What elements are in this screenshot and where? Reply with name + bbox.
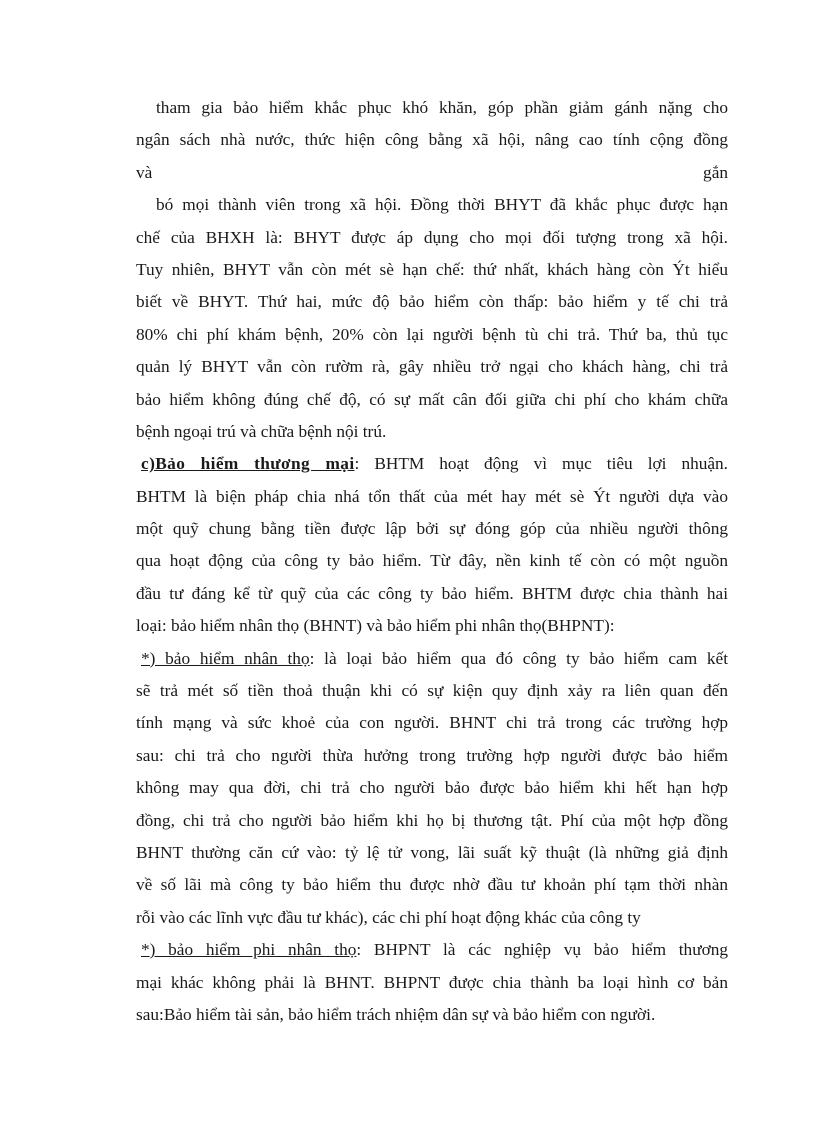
text-line: đồng, chi trả cho người bảo hiểm khi họ bị thương tật. Phí của một hợp đồng bbox=[136, 810, 728, 830]
section-first-line bbox=[136, 448, 728, 480]
text-line: bệnh ngoại trú và chữa bệnh nội trú. bbox=[136, 421, 387, 441]
text-line: sẽ trả mét số tiền thoả thuận khi có sự kiện quy định xảy ra liên quan đến bbox=[136, 681, 728, 701]
text-line: BHTM là biện pháp chia nhá tổn thất của mét hay mét sè Ýt người dựa vào bbox=[136, 486, 728, 506]
text-line: biết về BHYT. Thứ hai, mức độ bảo hiểm còn thấp: bảo hiểm y tế chi trả bbox=[136, 292, 728, 312]
text-line: loại: bảo hiểm nhân thọ (BHNT) và bảo hiểm phi nhân thọ(BHPNT): bbox=[136, 616, 615, 636]
text-line: sau:Bảo hiểm tài sản, bảo hiểm trách nhiệm dân sự và bảo hiểm con người. bbox=[136, 1004, 656, 1024]
text-fragment: : là loại bảo hiểm qua đó công ty bảo hiểm cam kết bbox=[309, 648, 728, 668]
text-line: không may qua đời, chi trả cho người bảo được bảo hiểm khi hết hạn hợp bbox=[136, 778, 728, 798]
text-line: về số lãi mà công ty bảo hiểm thu được nhờ đầu tư khoản phí tạm thời nhàn bbox=[136, 875, 728, 895]
text-line: bó mọi thành viên trong xã hội. Đồng thời BHYT đã khắc phục được hạn bbox=[156, 195, 728, 215]
document-page bbox=[136, 92, 728, 1031]
paragraph-bhyt bbox=[136, 189, 728, 448]
text-line: qua hoạt động của công ty bảo hiểm. Từ đây, nền kinh tế còn có một nguồn bbox=[136, 551, 728, 571]
text-fragment: : BHTM hoạt động vì mục tiêu lợi nhuận. bbox=[354, 454, 728, 474]
section-bhpnt bbox=[136, 934, 728, 1031]
text-line: ngân sách nhà nước, thức hiện công bằng xã hội, nâng cao tính cộng đồng bbox=[136, 130, 728, 150]
section-first-line bbox=[136, 643, 728, 675]
text-line: rỗi vào các lĩnh vực đầu tư khác), các chi phí hoạt động khác của công ty bbox=[136, 907, 641, 927]
text-line: bảo hiểm không đúng chế độ, có sự mất cân đối giữa chi phí cho khám chữa bbox=[136, 389, 728, 409]
section-bhnt bbox=[136, 643, 728, 935]
section-bhtm bbox=[136, 448, 728, 642]
text-fragment: : BHPNT là các nghiệp vụ bảo hiểm thương bbox=[356, 940, 728, 960]
text-line: BHNT thường căn cứ vào: tỷ lệ tử vong, lãi suất kỹ thuật (là những giả định bbox=[136, 842, 728, 862]
text-line: sau: chi trả cho người thừa hưởng trong trường hợp người được bảo hiểm bbox=[136, 745, 728, 765]
text-line: tham gia bảo hiểm khắc phục khó khăn, góp phần giảm gánh nặng cho bbox=[156, 98, 728, 117]
text-line: quản lý BHYT vẫn còn rườm rà, gây nhiều trở ngại cho khách hàng, chi trả bbox=[136, 357, 728, 377]
text-fragment-right: gắn bbox=[703, 162, 728, 182]
section-heading: c)Bảo hiểm thương mại bbox=[141, 454, 355, 474]
paragraph-intro bbox=[136, 92, 728, 189]
text-line: 80% chi phí khám bệnh, 20% còn lại người bệnh tù chi trả. Thứ ba, thủ tục bbox=[136, 324, 728, 344]
text-fragment-left: và bbox=[136, 162, 153, 182]
text-line: một quỹ chung bằng tiền được lập bởi sự đóng góp của nhiều người thông bbox=[136, 519, 728, 539]
text-line-split bbox=[136, 157, 728, 189]
text-line: chế của BHXH là: BHYT được áp dụng cho mọi đối tượng trong xã hội. bbox=[136, 227, 728, 247]
section-heading: *) bảo hiểm nhân thọ bbox=[141, 648, 310, 668]
section-first-line bbox=[136, 934, 728, 966]
text-line: đầu tư đáng kể từ quỹ của các công ty bảo hiểm. BHTM được chia thành hai bbox=[136, 583, 728, 603]
section-heading: *) bảo hiểm phi nhân thọ bbox=[141, 940, 357, 960]
text-line: mại khác không phải là BHNT. BHPNT được chia thành ba loại hình cơ bản bbox=[136, 972, 728, 992]
text-line: tính mạng và sức khoẻ của con người. BHNT chi trả trong các trường hợp bbox=[136, 713, 728, 733]
text-line: Tuy nhiên, BHYT vẫn còn mét sè hạn chế: thứ nhất, khách hàng còn Ýt hiểu bbox=[136, 259, 728, 279]
